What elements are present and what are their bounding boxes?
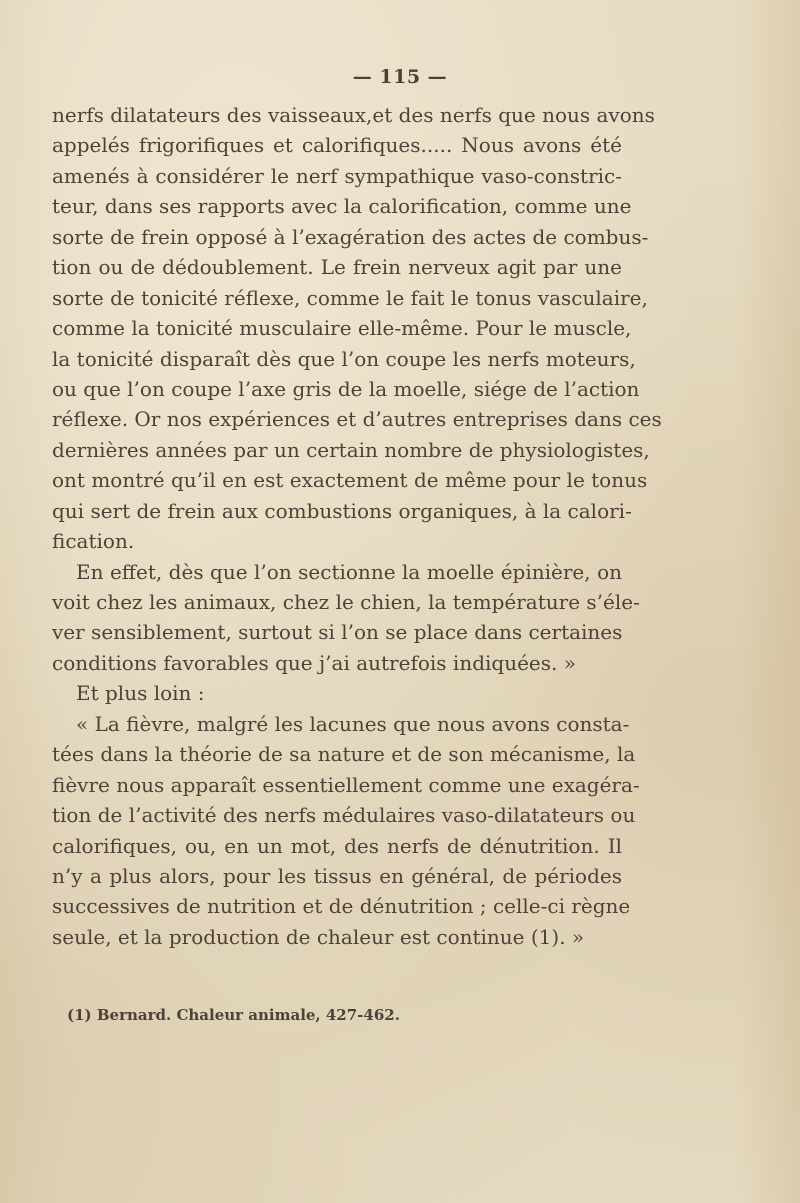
- text-line: sorte de tonicité réflexe, comme le fait le tonus vasculaire,: [52, 285, 648, 310]
- text-line: voit chez les animaux, chez le chien, la température s’éle-: [52, 590, 640, 614]
- text-line: réflexe. Or nos expériences et d’autres entreprises dans ces: [52, 407, 662, 432]
- text-line: calorifiques, ou, en un mot, des nerfs de dénutrition. Il: [52, 833, 622, 858]
- text-line: ont montré qu’il en est exactement de même pour le tonus: [52, 468, 648, 493]
- text-line: tion de l’activité des nerfs médulaires vaso-dilatateurs ou: [52, 803, 636, 828]
- text-line: qui sert de frein aux combustions organiques, à la calori-: [52, 498, 632, 523]
- text-line: amenés à considérer le nerf sympathique vaso-constric-: [52, 163, 622, 188]
- text-line: nerfs dilatateurs des vaisseaux,et des nerfs que nous avons: [52, 103, 655, 127]
- text-line: appelés frigorifiques et calorifiques..... Nous avons été: [52, 133, 622, 158]
- text-line: Et plus loin :: [76, 681, 205, 706]
- footnote: (1) Bernard. Chaleur animale, 427-462.: [67, 1006, 400, 1024]
- text-line: tion ou de dédoublement. Le frein nerveux agit par une: [52, 255, 622, 280]
- text-line: tées dans la théorie de sa nature et de son mécanisme, la: [52, 742, 636, 767]
- text-line: successives de nutrition et de dénutrition ; celle-ci règne: [52, 894, 631, 919]
- text-line: seule, et la production de chaleur est continue (1). »: [52, 924, 585, 949]
- text-line: la tonicité disparaît dès que l’on coupe les nerfs moteurs,: [52, 346, 636, 371]
- text-line: ver sensiblement, surtout si l’on se place dans certaines: [52, 620, 623, 645]
- page-number: — 115 —: [352, 66, 448, 88]
- text-line: « La fièvre, malgré les lacunes que nous avons consta-: [76, 711, 630, 736]
- text-line: fièvre nous apparaît essentiellement comme une exagéra-: [52, 772, 640, 797]
- text-line: sorte de frein opposé à l’exagération des actes de combus-: [52, 224, 649, 249]
- text-line: teur, dans ses rapports avec la calorification, comme une: [52, 194, 632, 219]
- text-line: fication.: [52, 529, 135, 554]
- text-line: n’y a plus alors, pour les tissus en général, de périodes: [52, 863, 622, 888]
- text-line: conditions favorables que j’ai autrefois indiquées. »: [52, 650, 576, 675]
- text-line: dernières années par un certain nombre de physiologistes,: [52, 437, 650, 462]
- text-line: ou que l’on coupe l’axe gris de la moelle, siége de l’action: [52, 376, 640, 401]
- text-line: En effet, dès que l’on sectionne la moelle épinière, on: [76, 559, 622, 584]
- text-line: comme la tonicité musculaire elle-même. Pour le muscle,: [52, 316, 632, 341]
- body-text: [52, 100, 662, 952]
